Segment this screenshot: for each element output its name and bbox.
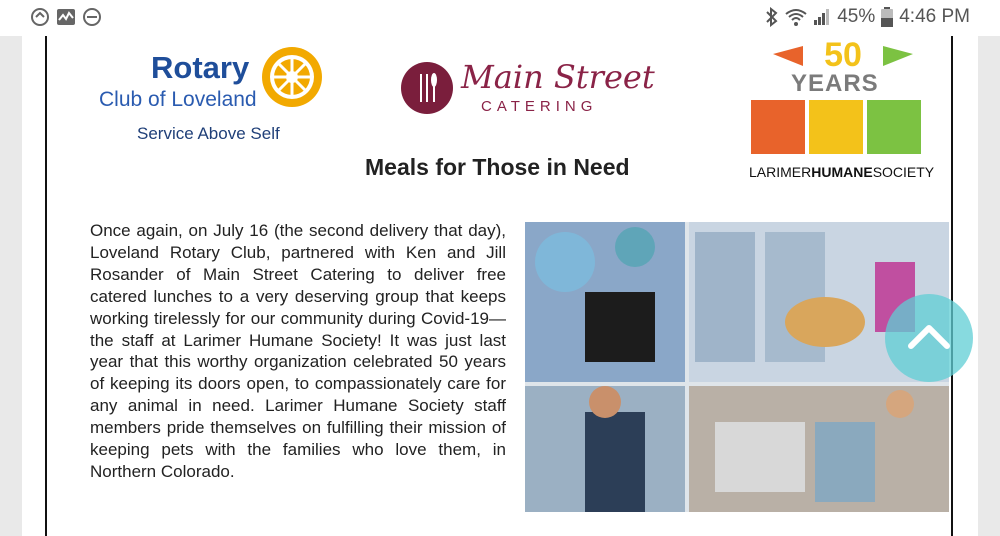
utensils-icon: [401, 62, 453, 114]
bird-icon: [751, 100, 805, 154]
battery-percent: 45%: [837, 6, 876, 27]
do-not-disturb-icon: [82, 7, 102, 27]
page-gutter-right: [978, 36, 1000, 536]
article-headline: Meals for Those in Need: [365, 154, 630, 180]
larimer-humane-society-logo: [747, 36, 937, 196]
rotary-motto: Service Above Self: [137, 124, 280, 143]
main-street-name: Main Street: [461, 58, 655, 96]
main-street-sub: CATERING: [481, 98, 598, 115]
fifty-banner-icon: [773, 36, 913, 72]
activity-icon: [56, 7, 76, 27]
rotary-title: Rotary: [151, 50, 250, 85]
newsletter-panel: [45, 36, 953, 536]
document-page[interactable]: [22, 36, 978, 536]
rotary-wheel-icon: [259, 44, 325, 110]
rotary-club-name: Club of Loveland: [99, 88, 257, 111]
battery-icon: [881, 7, 893, 27]
lhs-years: YEARS: [791, 70, 879, 97]
wifi-icon: [785, 8, 807, 26]
cat-icon: [809, 100, 863, 154]
scroll-to-top-button[interactable]: [885, 294, 973, 382]
sync-icon: [30, 7, 50, 27]
status-bar: [0, 0, 1000, 36]
lhs-name: LARIMERHUMANESOCIETY: [749, 164, 935, 180]
main-street-catering-logo: [401, 58, 661, 128]
page-gutter-left: [0, 36, 22, 536]
article-body: Once again, on July 16 (the second delivery that day), Loveland Rotary Club, partnered with Ken and Jill Rosander of Main Street Catering to deliver free catered lunches to a very deserving group that keeps working tirelessly for our community during Covid-19—the staff at Larimer Humane Society! It was just last year that this worthy organization celebrated 50 years of keeping its doors open, to compassionately care for any animal in need. Larimer Humane Society staff members pride themselves on fulfilling their mission of keeping pets with the families who love them, in Northern Colorado.: [90, 221, 506, 481]
svg-text:50: 50: [824, 36, 862, 72]
clock-time: 4:46 PM: [899, 6, 970, 27]
chevron-up-icon: [885, 294, 973, 382]
rotary-logo: [99, 50, 339, 160]
signal-icon: [813, 8, 831, 26]
bluetooth-icon: [765, 7, 779, 27]
dog-icon: [867, 100, 921, 154]
